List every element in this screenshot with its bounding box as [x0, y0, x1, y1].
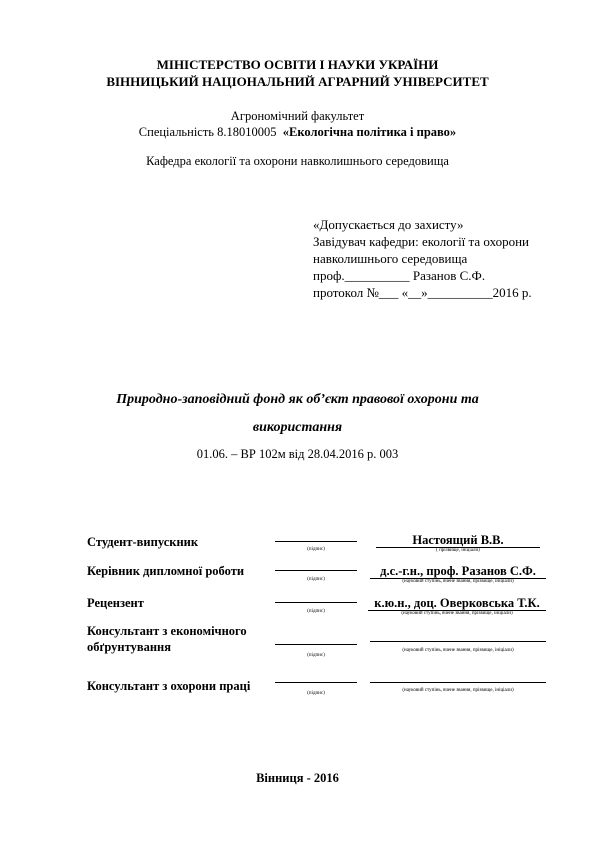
faculty-name: Агрономічний факультет [230, 109, 365, 123]
specialty-code: Спеціальність 8.18010005 [138, 125, 277, 139]
labor-safety-consultant-name-line [370, 682, 546, 683]
economics-consultant-name-caption: (науковий ступінь, вчене звання, прізвище, ініціали) [402, 648, 514, 653]
student-signature-caption: (підпис) [307, 547, 325, 552]
reviewer-name: к.ю.н., доц. Оверковська Т.К. [374, 596, 540, 610]
economics-consultant-label-line1: Консультант з економічного [87, 624, 247, 638]
labor-safety-consultant-signature-line [275, 682, 357, 683]
approval-block [313, 216, 532, 301]
place-year: Вінниця - 2016 [256, 771, 339, 785]
thesis-title-line2: використання [252, 420, 343, 435]
department-name: Кафедра екології та охорони навколишнього середовища [146, 154, 449, 168]
supervisor-name-caption: (науковий ступінь, вчене звання, прізвище, ініціали) [402, 579, 514, 584]
reviewer-signature-caption: (підпис) [307, 609, 325, 614]
student-signature-line [275, 541, 357, 542]
specialty-name: «Екологічна політика і право» [282, 125, 457, 139]
supervisor-signature-caption: (підпис) [307, 577, 325, 582]
ministry-name: МІНІСТЕРСТВО ОСВІТИ І НАУКИ УКРАЇНИ [156, 57, 439, 72]
thesis-code: 01.06. – ВР 102м від 28.04.2016 р. 003 [196, 447, 399, 461]
labor-safety-consultant-label: Консультант з охорони праці [87, 679, 251, 693]
approval-signature-line: проф.__________ Разанов С.Ф. [313, 268, 486, 283]
student-name-caption: ( прізвище, ініціали) [436, 548, 480, 553]
reviewer-label: Рецензент [87, 596, 144, 610]
approval-department: навколишнього середовища [313, 251, 468, 266]
labor-safety-consultant-signature-caption: (підпис) [307, 691, 325, 696]
economics-consultant-signature-line [275, 644, 357, 645]
economics-consultant-signature-caption: (підпис) [307, 653, 325, 658]
supervisor-name: д.с.-г.н., проф. Разанов С.Ф. [380, 564, 536, 578]
supervisor-label: Керівник дипломної роботи [87, 564, 245, 578]
reviewer-signature-line [275, 602, 357, 603]
specialty-line [0, 125, 595, 140]
reviewer-name-caption: (науковий ступінь, вчене звання, прізвище, ініціали) [401, 611, 513, 616]
university-name: ВІННИЦЬКИЙ НАЦІОНАЛЬНИЙ АГРАРНИЙ УНІВЕРСИТЕТ [106, 74, 489, 89]
supervisor-signature-line [275, 570, 357, 571]
approval-head-title: Завідувач кафедри: екології та охорони [313, 234, 529, 249]
labor-safety-consultant-name-caption: (науковий ступінь, вчене звання, прізвище, ініціали) [402, 688, 514, 693]
student-name: Настоящий В.В. [412, 533, 504, 547]
approval-protocol-line: протокол №___ «__»__________2016 р. [313, 285, 532, 300]
economics-consultant-name-line [370, 641, 546, 642]
approval-heading: «Допускається до захисту» [313, 217, 464, 232]
economics-consultant-label-line2: обґрунтування [87, 640, 171, 654]
thesis-title-line1: Природно-заповідний фонд як об’єкт правової охорони та [116, 392, 479, 407]
student-label: Студент-випускник [87, 535, 199, 549]
